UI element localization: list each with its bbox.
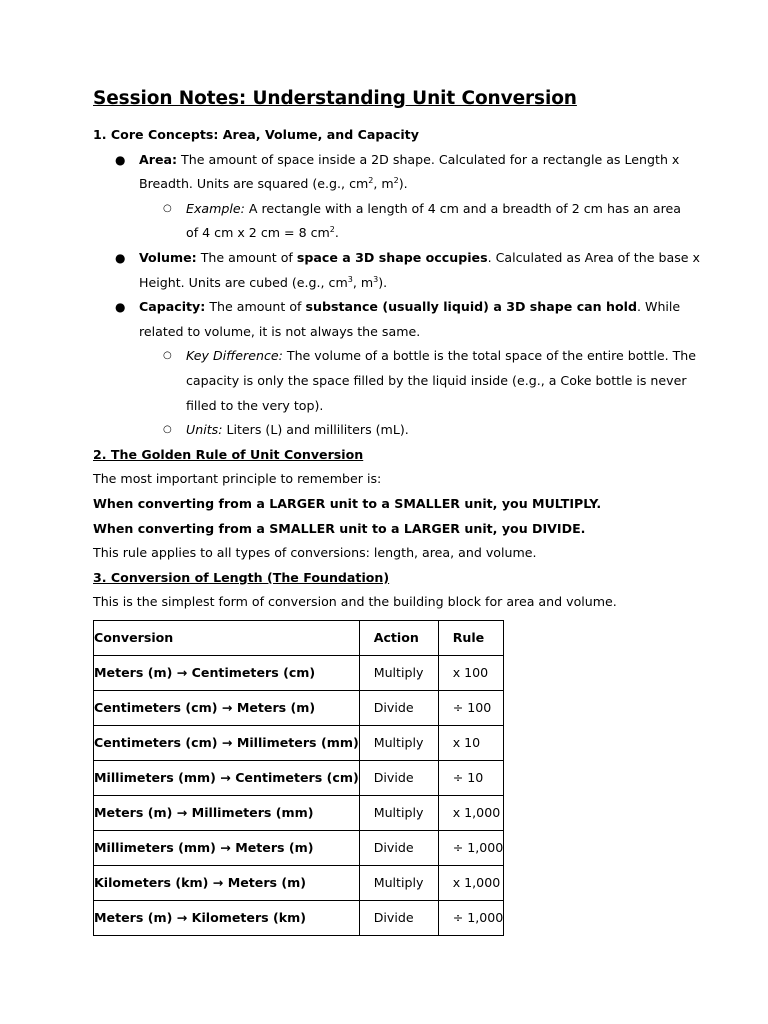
example-text-2: of 4 cm x 2 cm = 8 cm (186, 225, 330, 241)
list-item-capacity (93, 295, 708, 344)
volume-text-4: , m (352, 274, 374, 290)
table-cell: x 1,000 (438, 865, 504, 900)
table-header-row (94, 620, 504, 655)
list-subitem-units (93, 418, 708, 443)
table-row (94, 830, 504, 865)
capacity-text-3: related to volume, it is not always the same. (139, 323, 421, 339)
capacity-text-2: . While (636, 299, 681, 315)
example-label: Example: (186, 200, 245, 216)
example-text-3: . (334, 225, 339, 241)
units-text: Liters (L) and milliliters (mL). (222, 422, 409, 438)
table-cell: Divide (359, 900, 438, 935)
rule-divide: When converting from a SMALLER unit to a LARGER unit, you DIVIDE. (93, 520, 586, 536)
superscript: 3 (373, 274, 379, 284)
superscript: 3 (347, 274, 353, 284)
list-item-volume (93, 246, 708, 295)
volume-text-1: The amount of (196, 249, 297, 265)
table-cell: Centimeters (cm) → Millimeters (mm) (94, 725, 360, 760)
table-cell: x 10 (438, 725, 504, 760)
page-title: Session Notes: Understanding Unit Conversion (93, 88, 577, 109)
bullet-icon: ● (115, 300, 126, 315)
table-row (94, 865, 504, 900)
capacity-label: Capacity: (139, 299, 206, 315)
key-difference-text-3: filled to the very top). (186, 397, 324, 413)
units-label: Units: (186, 422, 223, 438)
table-header-cell: Conversion (94, 620, 360, 655)
length-conversion-table (93, 620, 504, 936)
table-cell: Meters (m) → Centimeters (cm) (94, 655, 360, 690)
section-2-note: This rule applies to all types of conversions: length, area, and volume. (93, 545, 537, 561)
table-cell: Meters (m) → Kilometers (km) (94, 900, 360, 935)
capacity-bold-text: substance (usually liquid) a 3D shape can hold (305, 299, 637, 315)
table-row (94, 795, 504, 830)
table-cell: Millimeters (mm) → Centimeters (cm) (94, 760, 360, 795)
table-cell: ÷ 100 (438, 690, 504, 725)
list-subitem-example (93, 197, 708, 246)
volume-text-5: ). (378, 274, 388, 290)
list-item-area (93, 148, 708, 197)
table-cell: Multiply (359, 725, 438, 760)
volume-label: Volume: (139, 249, 197, 265)
table-row (94, 900, 504, 935)
key-difference-label: Key Difference: (186, 348, 283, 364)
rule-multiply: When converting from a LARGER unit to a SMALLER unit, you MULTIPLY. (93, 495, 602, 511)
table-cell: Millimeters (mm) → Meters (m) (94, 830, 360, 865)
list-subitem-key-difference (93, 344, 708, 418)
table-header-cell: Action (359, 620, 438, 655)
volume-text-3: Height. Units are cubed (e.g., cm (139, 274, 348, 290)
table-cell: Divide (359, 830, 438, 865)
area-label: Area: (139, 151, 178, 167)
superscript: 2 (393, 176, 399, 186)
table-cell: Multiply (359, 865, 438, 900)
key-difference-text-2: capacity is only the space filled by the liquid inside (e.g., a Coke bottle is never (186, 372, 687, 388)
table-row (94, 760, 504, 795)
section-3-intro: This is the simplest form of conversion and the building block for area and volume. (93, 594, 617, 610)
section-2-intro: The most important principle to remember is: (93, 471, 382, 487)
section-3-heading: 3. Conversion of Length (The Foundation) (93, 569, 390, 585)
table-row (94, 655, 504, 690)
table-cell: Centimeters (cm) → Meters (m) (94, 690, 360, 725)
table-cell: ÷ 1,000 (438, 900, 504, 935)
volume-bold-text: space a 3D shape occupies (296, 249, 488, 265)
table-cell: Divide (359, 760, 438, 795)
key-difference-text-1: The volume of a bottle is the total space of the entire bottle. The (282, 348, 697, 364)
volume-text-2: . Calculated as Area of the base x (487, 249, 700, 265)
table-cell: Divide (359, 690, 438, 725)
table-cell: x 1,000 (438, 795, 504, 830)
section-2-heading: 2. The Golden Rule of Unit Conversion (93, 446, 364, 462)
circle-bullet-icon: ○ (163, 424, 172, 436)
table-cell: Kilometers (km) → Meters (m) (94, 865, 360, 900)
section-1-heading: 1. Core Concepts: Area, Volume, and Capacity (93, 127, 419, 142)
area-text-3: , m (373, 176, 394, 192)
table-header-cell: Rule (438, 620, 504, 655)
capacity-text-1: The amount of (205, 299, 306, 315)
circle-bullet-icon: ○ (163, 202, 172, 214)
bullet-icon: ● (115, 152, 126, 167)
table-cell: x 100 (438, 655, 504, 690)
superscript: 2 (368, 176, 374, 186)
superscript: 2 (329, 225, 335, 235)
bullet-icon: ● (115, 250, 126, 265)
table-cell: ÷ 1,000 (438, 830, 504, 865)
table-cell: Multiply (359, 655, 438, 690)
concepts-list (93, 148, 708, 443)
circle-bullet-icon: ○ (163, 350, 172, 362)
area-text-4: ). (398, 176, 408, 192)
table-cell: Meters (m) → Millimeters (mm) (94, 795, 360, 830)
area-text-2: Breadth. Units are squared (e.g., cm (139, 176, 369, 192)
table-row (94, 690, 504, 725)
area-text-1: The amount of space inside a 2D shape. Calculated for a rectangle as Length x (177, 151, 680, 167)
table-cell: ÷ 10 (438, 760, 504, 795)
table-cell: Multiply (359, 795, 438, 830)
example-text-1: A rectangle with a length of 4 cm and a breadth of 2 cm has an area (244, 200, 682, 216)
table-row (94, 725, 504, 760)
